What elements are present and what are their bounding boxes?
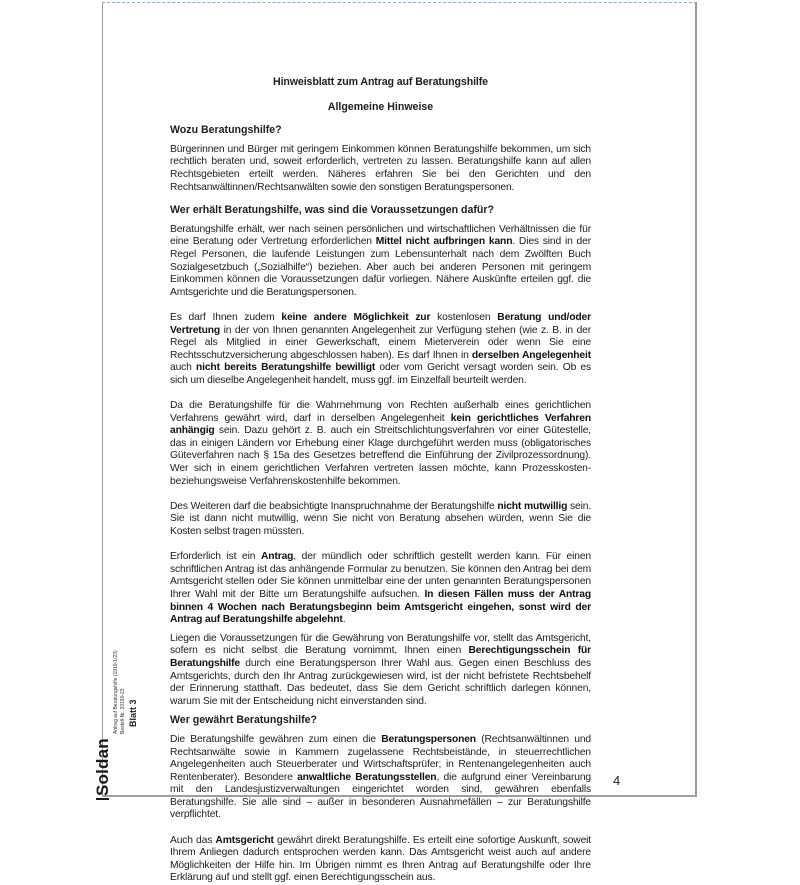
document-content [170, 76, 591, 885]
text-run: . Dies sind in der Regel Personen, die laufende Leistungen zum Lebensunterhalt nach dem Zwölften Buch Sozialgesetzbuch („Sozialhilfe“) beziehen. Aber auch bei anderen Personen mit geringem Einkommen können die Voraussetzungen dafür vorliegen. Nähere Auskünfte erteilen ggf. die Amtsgerichte und die Beratungspersonen. [170, 236, 591, 298]
section-heading: Wer gewährt Beratungshilfe? [170, 714, 317, 727]
form-name: Antrag auf Beratungshilfe (1919-1/23) [113, 650, 119, 734]
paragraph [170, 734, 591, 822]
text-run: sein. Dazu gehört z. B. auch ein Streitschlichtungsverfahren vor einer Gütestelle, das in einigen Ländern vor Erhebung einer Klage durchgeführt werden muss (obligatorisches Güteverfahren nach § 15a des Gesetzes betreffend die Einführung der Zivilprozessordnung). Wer sich in einem gerichtlichen Verfahren vertreten lassen möchte, kann Prozesskosten-beziehungsweise Verfahrenskostenhilfe bekommen. [170, 425, 591, 487]
section-heading: Wozu Beratungshilfe? [170, 124, 282, 137]
text-run: Die Beratungshilfe gewähren zum einen die [170, 733, 382, 745]
text-run: gewährt direkt Beratungshilfe. Es erteilt eine sofortige Auskunft, soweit Ihrem Anliegen dadurch entsprochen werden kann. Das Amtsgericht weist auch auf andere Möglichkeiten der Hilfe hin. Im Übrigen nimmt es Ihren Antrag auf Beratungshilfe oder Ihre Erklärung auf und stellt ggf. einen Berechtigungsschein aus. [170, 834, 591, 884]
bold-text: derselben Angelegenheit [471, 349, 591, 361]
text-run: Bürgerinnen und Bürger mit geringem Einkommen können Beratungshilfe bekommen, um sich rechtlich beraten und, soweit erforderlich, vertreten zu lassen. Beratungshilfe kann auf allen Rechtsgebieten erteilt werden. Näheres erfahren Sie bei den Gerichten und den Rechtsanwältinnen/Rechtsanwälten sowie den sonstigen Beratungspersonen. [170, 143, 591, 193]
bold-text: Beratungspersonen [381, 733, 476, 745]
bold-text: Berechtigungsschein für Beratungshilfe [170, 645, 591, 669]
text-run: . [342, 614, 346, 626]
bold-text: keine andere Möglichkeit zur [281, 311, 431, 323]
text-run: sein. Sie ist dann nicht mutwillig, wenn Sie nicht von Beratung absehen würden, wenn Sie die Kosten selbst tragen müssten. [170, 500, 592, 537]
text-run: Auch das [170, 834, 216, 846]
text-run: Des Weiteren darf die beabsichtigte Inanspruchnahme der Beratungshilfe [170, 500, 498, 512]
text-run: , die aufgrund einer Vereinbarung mit den Landesjustizverwaltungen eingerichtet worden sind, gewähren ebenfalls Beratungshilfe. Sie alle sind – außer in besonderen Ausnahmefällen – zur Beratungshilfe verpflichtet. [170, 771, 591, 821]
text-run: Es darf Ihnen zudem [170, 311, 282, 323]
text-run: Liegen die Voraussetzungen für die Gewährung von Beratungshilfe vor, stellt das Amtsgericht, sofern es nicht selbst die Beratung vornimmt, Ihnen einen [170, 632, 591, 657]
text-run: in der von Ihnen genannten Angelegenheit zur Verfügung stehen (wie z. B. in der Regel als Mitglied in einer Gewerkschaft, einem Mieterverein oder wenn Sie eine Rechtsschutzversicherung abgeschlossen haben). Es darf Ihnen in [170, 324, 591, 361]
soldan-logo [93, 738, 113, 800]
text-run: Da die Beratungshilfe für die Wahrnehmung von Rechten außerhalb eines gerichtlichen Verfahrens gewährt wird, darf in derselben Angelegenheit [170, 400, 591, 424]
sheet-label: Blatt 3 [128, 699, 138, 727]
text-run: Erforderlich ist ein [170, 551, 262, 563]
paragraph [170, 400, 591, 488]
document-subtitle: Allgemeine Hinweise [327, 100, 434, 113]
bold-text: anwaltliche Beratungsstellen [297, 771, 437, 783]
paragraph [170, 224, 591, 300]
order-number: Bestell-Nr. 33190-23 [120, 688, 126, 734]
paragraph [170, 312, 591, 388]
bold-text: Antrag [261, 551, 294, 563]
text-run: , der mündlich oder schriftlich gestellt werden kann. Für einen schriftlichen Antrag ist das anhängende Formular zu benutzen. Sie können den Antrag bei dem Amtsgericht stellen oder Sie können unmittelbar eine der unten genannten Beratungspersonen Ihrer Wahl mit der Bitte um Beratungshilfe aufsuchen. [170, 551, 591, 600]
section-wer-erhaelt [170, 204, 591, 708]
bold-text: nicht mutwillig [497, 500, 568, 512]
paragraph [170, 144, 591, 194]
bold-text: kein gerichtliches Verfahren anhängig [170, 412, 591, 437]
paragraph [170, 835, 591, 885]
paragraph [170, 551, 591, 627]
page-number: 4 [613, 773, 621, 788]
logo-text: Soldan [93, 738, 112, 796]
text-run: Beratungshilfe erhält, wer nach seinen persönlichen und wirtschaftlichen Verhältnissen die für eine Beratung oder Vertretung erforderlichen [170, 223, 591, 248]
section-wozu [170, 124, 591, 194]
text-run: durch eine Beratungsperson Ihrer Wahl aus. Gegen einen Beschluss des Amtsgerichts, durch den Ihr Antrag zurückgewiesen wird, ist der nicht befristete Rechtsbehelf der Erinnerung statthaft. Das bedeutet, dass Sie dem Gericht schriftlich darlegen können, warum Sie mit der Entscheidung nicht einverstanden sind. [170, 657, 591, 707]
text-run: (Rechtsanwältinnen und Rechtsanwälte sowie in Kammern zugelassene Rechtsbeistände, in steuerrechtlichen Angelegenheiten auch Steuerberater und Wirtschaftsprüfer; in Rentenangelegenheiten auch Rentenberater). Besondere [170, 733, 591, 783]
bold-text: Beratung und/oder Vertretung [170, 311, 591, 336]
text-run: oder vom Gericht versagt worden sein. Ob es sich um dieselbe Angelegenheit handelt, muss ggf. im Einzelfall beurteilt werden. [170, 362, 591, 386]
text-run: kostenlosen [430, 311, 498, 323]
bold-text: Amtsgericht [215, 834, 274, 846]
bold-text: nicht bereits Beratungshilfe bewilligt [196, 362, 376, 374]
bold-text: In diesen Fällen muss der Antrag binnen 4 Wochen nach Beratungsbeginn beim Amtsgericht eingehen, sonst wird der Antrag auf Beratungshilfe abgelehnt [170, 588, 592, 626]
text-run: auch [170, 362, 196, 374]
paragraph [170, 501, 591, 539]
paragraph [170, 633, 591, 709]
bold-text: Mittel nicht aufbringen kann [375, 236, 513, 248]
document-title: Hinweisblatt zum Antrag auf Beratungshilfe [273, 76, 488, 88]
section-heading: Wer erhält Beratungshilfe, was sind die Voraussetzungen dafür? [170, 204, 494, 217]
